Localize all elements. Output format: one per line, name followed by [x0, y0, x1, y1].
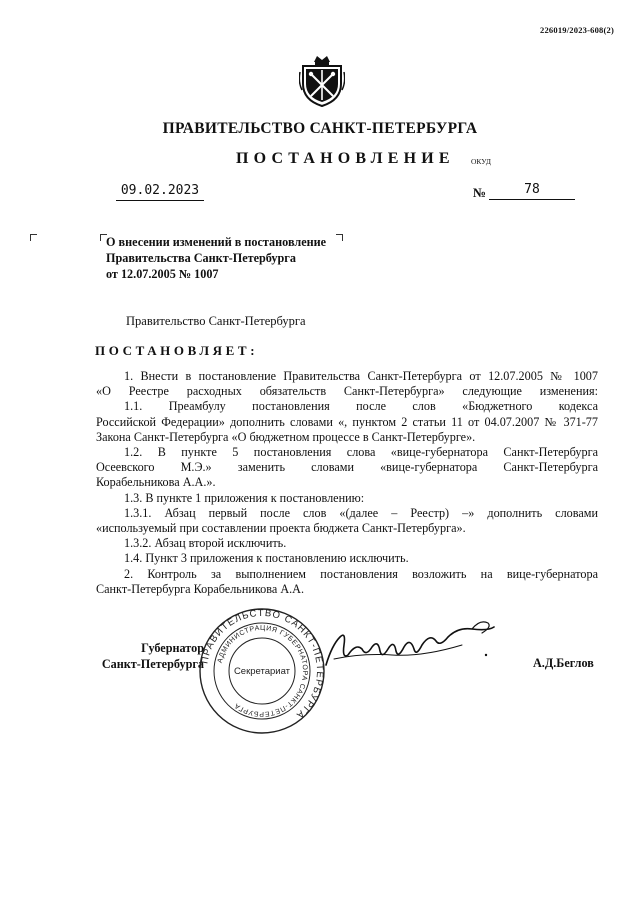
subject-line: от 12.07.2005 № 1007: [106, 267, 219, 281]
document-date: 09.02.2023: [116, 183, 204, 201]
body-line: Корабельникова А.А.».: [96, 475, 216, 490]
official-stamp: [198, 607, 326, 735]
preamble: Правительство Санкт-Петербурга: [126, 314, 306, 328]
subject-line: О внесении изменений в постановление: [106, 235, 327, 249]
okud-label: ОКУД: [471, 157, 491, 166]
signatory-title-line: Санкт-Петербурга: [101, 657, 204, 671]
coat-of-arms-icon: [299, 52, 345, 108]
document-code: 226019/2023-608(2): [540, 25, 614, 35]
body-line: Российской Федерации» дополнить словами «, пунктом 2 статьи 11 от 04.07.2007 № 371-77: [96, 414, 598, 429]
number-sign: №: [473, 185, 487, 200]
signatory-name: А.Д.Беглов: [533, 656, 594, 670]
handwritten-signature: [322, 615, 502, 675]
body-line: «О Реестре расходных обязательств Санкт-Петербурга» следующие изменения:: [96, 384, 598, 399]
signatory-title-line: Губернатор: [141, 641, 204, 655]
body-line: Осеевского М.Э.» заменить словами «вице-губернатора Санкт-Петербурга: [96, 460, 598, 475]
document-number: 78: [489, 182, 575, 200]
body-line: Санкт-Петербурга Корабельникова А.А.: [96, 581, 305, 596]
body-line: 2. Контроль за выполнением постановления возложить на вице-губернатора: [124, 566, 598, 581]
stamp-inner-text: АДМИНИСТРАЦИЯ ГУБЕРНАТОРА САНКТ-ПЕТЕРБУРГА: [216, 624, 309, 718]
document-body: [96, 369, 598, 597]
document-subject: [106, 234, 326, 282]
body-line: 1.3.1. Абзац первый после слов «(далее – Реестр) –» дополнить словами: [124, 505, 598, 520]
body-line: 1.2. В пункте 5 постановления слова «вице-губернатора Санкт-Петербурга: [124, 445, 598, 460]
document-type-title: ПОСТАНОВЛЕНИЕ: [236, 150, 455, 167]
decrees-heading: ПОСТАНОВЛЯЕТ:: [95, 343, 259, 358]
subject-line: Правительства Санкт-Петербурга: [106, 251, 296, 265]
stamp-center-text: Секретариат: [233, 666, 291, 677]
body-line: 1.4. Пункт 3 приложения к постановлению исключить.: [124, 551, 409, 566]
signatory-title: [96, 640, 204, 672]
subject-corner-mark: [336, 234, 343, 241]
body-line: 1. Внести в постановление Правительства Санкт-Петербурга от 12.07.2005 № 1007: [124, 369, 598, 383]
body-line: Закона Санкт-Петербурга «О бюджетном процессе в Санкт-Петербурге».: [96, 429, 476, 444]
subject-corner-mark: [30, 234, 37, 241]
body-line: «используемый при составлении проекта бюджета Санкт-Петербурга».: [96, 521, 466, 536]
body-line: 1.1. Преамбулу постановления после слов «Бюджетного кодекса: [124, 399, 598, 414]
body-line: 1.3. В пункте 1 приложения к постановлению:: [124, 490, 365, 505]
body-line: 1.3.2. Абзац второй исключить.: [124, 536, 287, 551]
stamp-outer-text: ПРАВИТЕЛЬСТВО САНКТ-ПЕТЕРБУРГА: [199, 607, 326, 721]
government-title: ПРАВИТЕЛЬСТВО САНКТ-ПЕТЕРБУРГА: [162, 120, 478, 137]
